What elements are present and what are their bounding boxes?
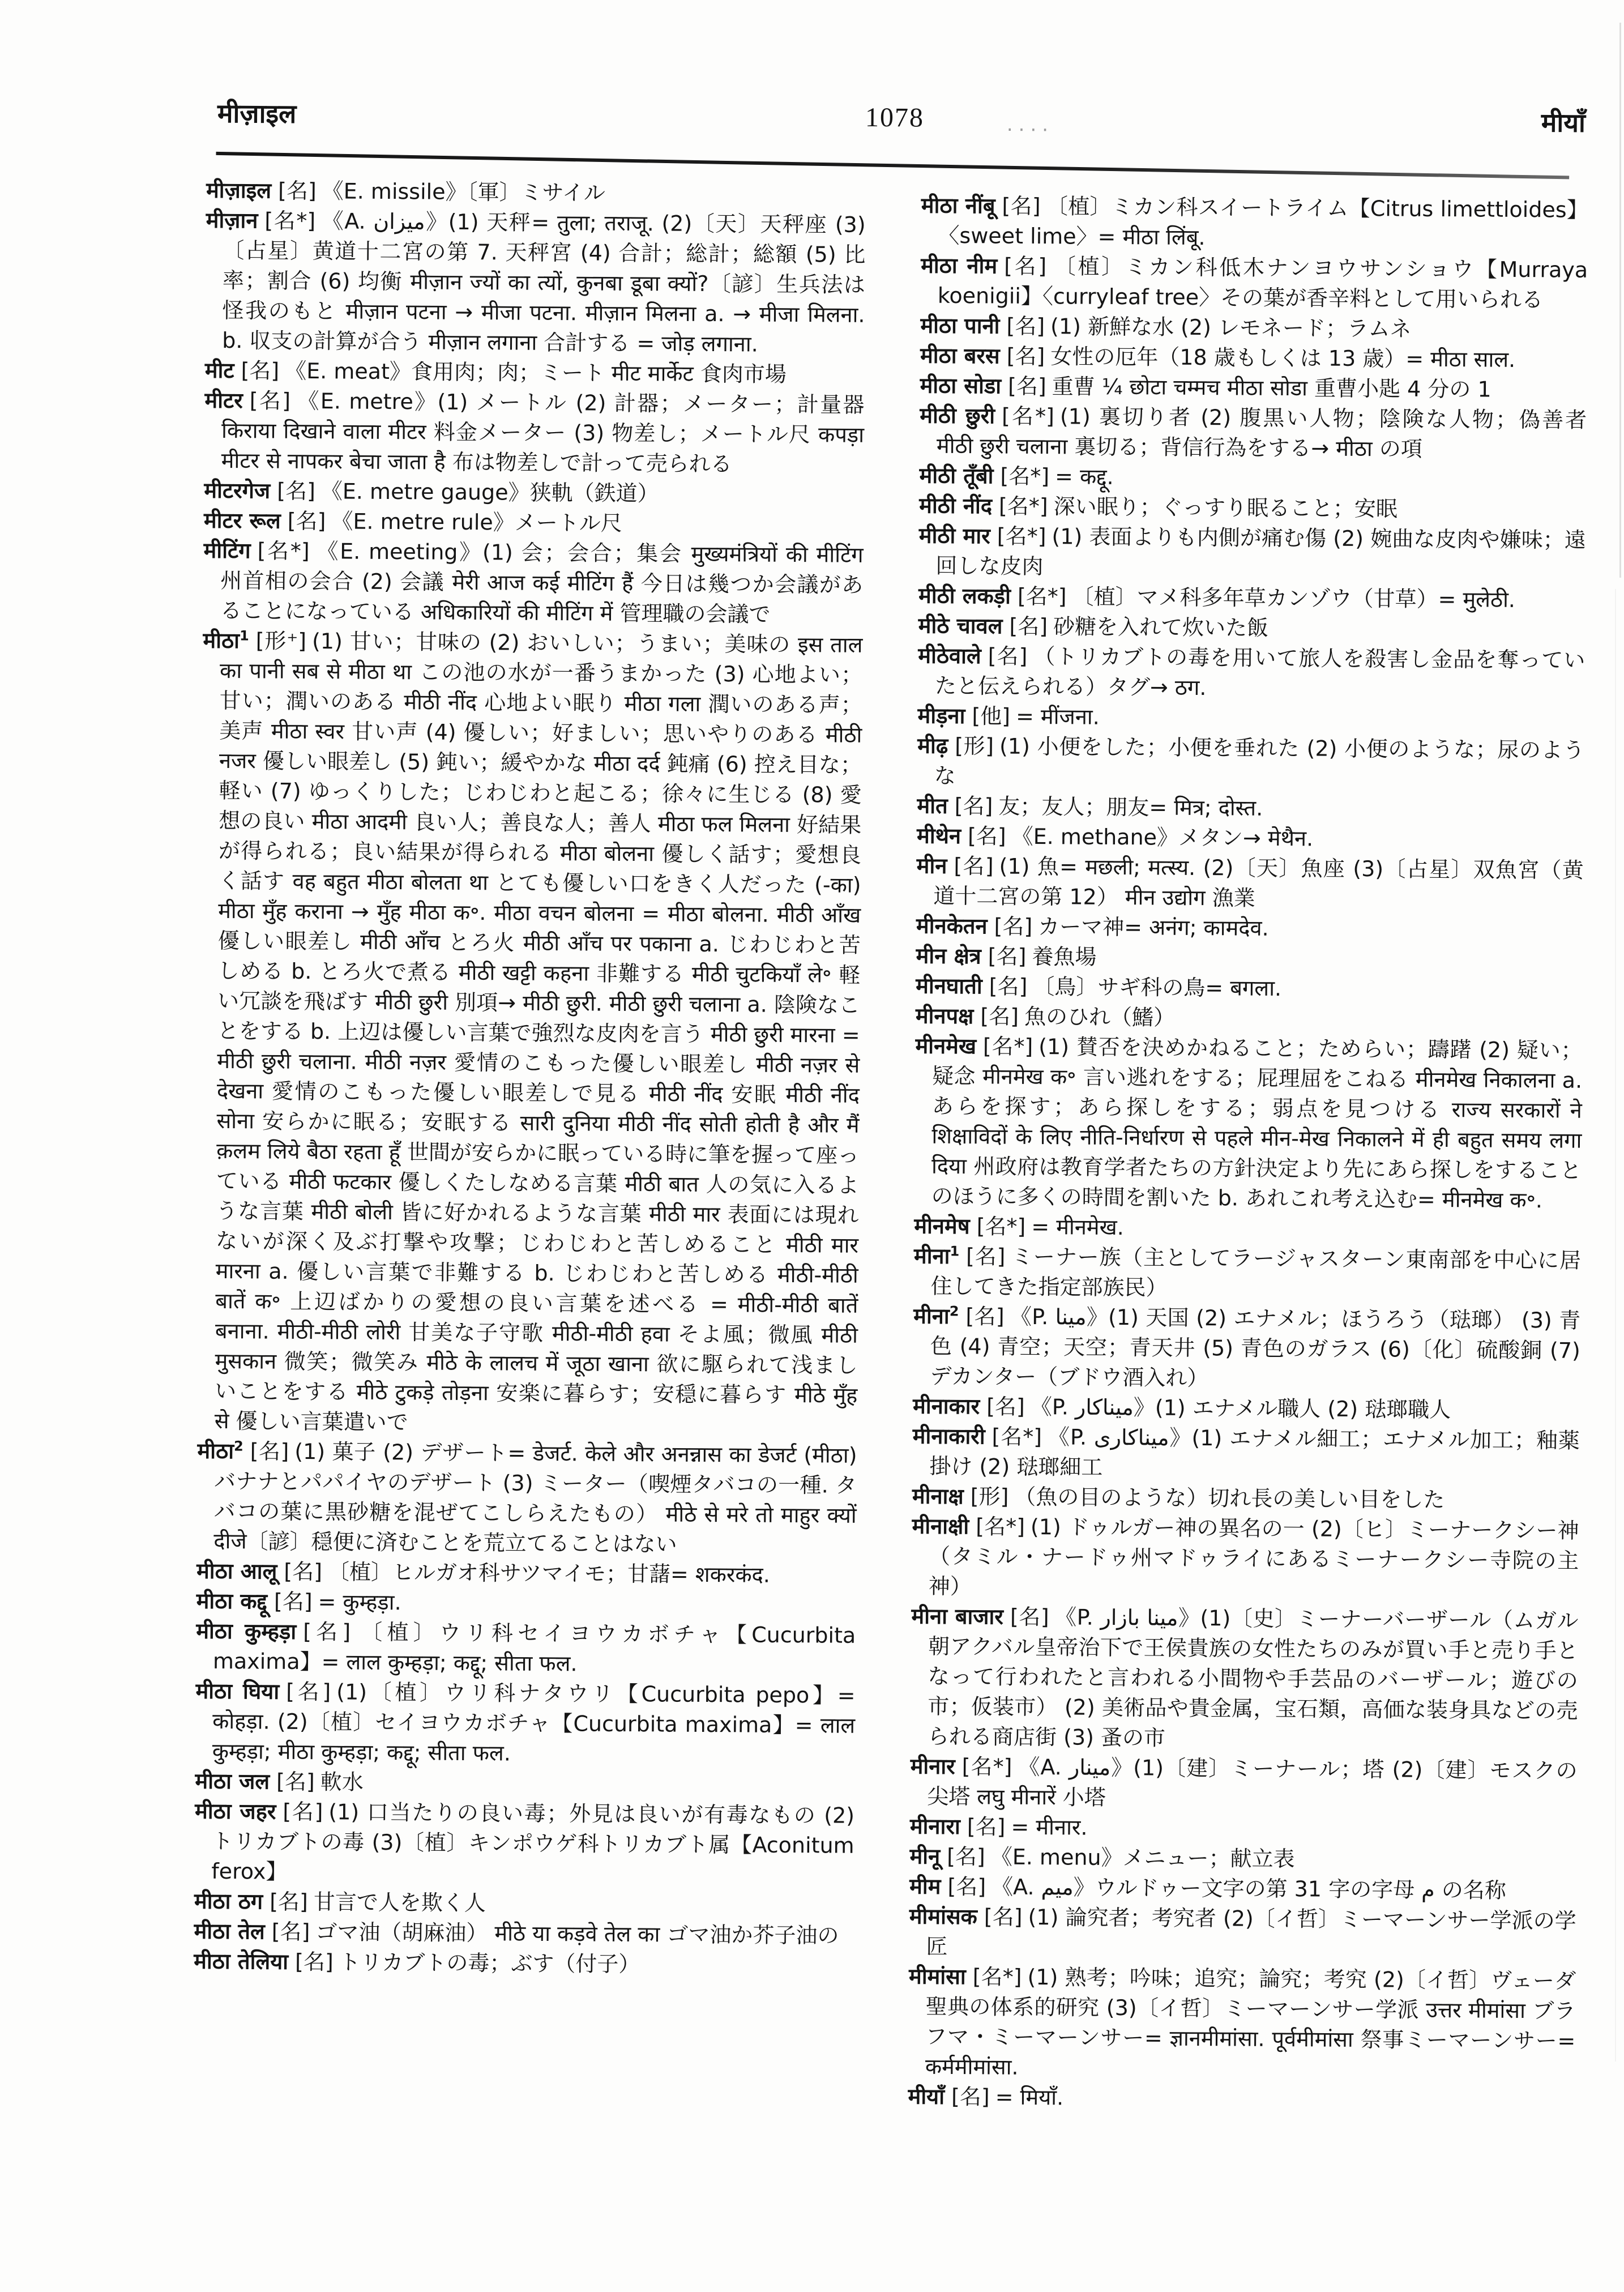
pos-tag: [名] xyxy=(277,478,316,504)
entry-body: (1) 甘い；甘味の (2) おいしい；うまい；美味の इस ताल का पानी सब से मीठा था この池の水が一番うまかった (3) 心地よい；甘い；潤いのある मीठी नींद 心地よい眠り मीठा गला 潤いのある声；美声 मीठा स्वर 甘い声 (4) 優しい；好ましい；思いやりのある मीठी नजर 優しい眼差し (5) 鈍い；緩やかな मीठा दर्द 鈍痛 (6) 控え目な；軽い (7) ゆっくりした；じわじわと起こる；徐々に生じる (8) 愛想の良い मीठा आदमी 良い人；善良な人；善人 मीठा फल मिलना 好結果が得られる；良い結果が得られる मीठा बोलना 優しく話す；愛想良く話す वह बहुत मीठा बोलता था とても優しい口をきく人だった (-का) मीठा मुँह कराना → मुँह मीठा क॰. मीठा वचन बोलना = मीठा बोलना. मीठी आँख 優しい眼差し मीठी आँच とろ火 मीठी आँच पर पकाना a. じわじわと苦しめる b. とろ火で煮る मीठी खट्टी कहना 非難する मीठी चुटकियाँ ले॰ 軽い冗談を飛ばす मीठी छुरी 別項→ मीठी छुरी. मीठी छुरी चलाना a. 陰険なことをする b. 上辺は優しい言葉で強烈な皮肉を言う मीठी छुरी मारना = मीठी छुरी चलाना. मीठी नज़र 愛情のこもった優しい眼差し मीठी नज़र से देखना 愛情のこもった優しい眼差しで見る मीठी नींद 安眠 मीठी नींद सोना 安らかに眠る；安眠する सारी दुनिया मीठी नींद सोती होती है और मैं क़लम लिये बैठा रहता हूँ 世間が安らかに眠っている時に筆を握って座っている मीठी फटकार 優しくたしなめる言葉 मीठी बात 人の気に入るような言葉 मीठी बोली 皆に好かれるような言葉 मीठी मार 表面には現れないが深く及ぶ打撃や攻撃；じわじわと苦しめること मीठी मार मारना a. 優しい言葉で非難する b. じわじわと苦しめる मीठी-मीठी बातें क॰ 上辺ばかりの愛想の良い言葉を述べる = मीठी-मीठी बातें बनाना. मीठी-मीठी लोरी 甘美な子守歌 मीठी-मीठी हवा そよ風；微風 मीठी मुसकान 微笑；微笑み मीठे के लालच में जूठा खाना 欲に駆られて浅ましいことをする मीठे टुकड़े तोड़ना 安楽に暮らす；安穏に暮らす मीठे मुँह से 優しい言葉遣いで xyxy=(214,629,863,1435)
pos-tag: [名*] xyxy=(972,1964,1022,1990)
entry-body: = मींजना. xyxy=(1015,703,1100,729)
dictionary-entry xyxy=(917,821,1584,856)
entry-headword: मीठा जल xyxy=(195,1768,270,1794)
dictionary-entry xyxy=(913,1301,1580,1396)
dictionary-entry xyxy=(917,701,1584,736)
pos-tag: [名] xyxy=(286,1679,331,1705)
entry-body: 〔鳥〕サギ科の鳥= बगला. xyxy=(1033,974,1282,1001)
pos-tag: [名] xyxy=(1009,613,1048,639)
dictionary-entry xyxy=(910,1752,1578,1816)
entry-body: 《E. menu》メニュー；献立表 xyxy=(990,1844,1295,1872)
homonym-number: 2 xyxy=(233,1438,243,1454)
dictionary-entry xyxy=(912,1422,1580,1486)
entry-headword: मीनघाती xyxy=(916,973,982,999)
homonym-number: 2 xyxy=(949,1303,959,1320)
dictionary-entry xyxy=(917,731,1585,796)
dictionary-entry xyxy=(921,191,1588,255)
dictionary-entry xyxy=(916,911,1583,946)
entry-body: 養魚場 xyxy=(1032,944,1097,970)
entry-headword: मीठा कुम्हड़ा xyxy=(196,1618,297,1644)
pos-tag: [名] xyxy=(1006,343,1045,369)
entry-body: (1) 新鮮な水 (2) レモネード；ラムネ xyxy=(1050,314,1412,342)
dictionary-entry xyxy=(204,476,864,510)
pos-tag: [名*] xyxy=(976,1514,1025,1539)
scan-edge-artifact xyxy=(1619,23,1621,578)
pos-tag: [名] xyxy=(277,178,317,204)
entry-body: (1) 賛否を決めかねること；ためらい；躊躇 (2) 疑い；疑念 मीनमेख क॰ 言い逃れをする；屁理屈をこねる मीनमेख निकालना a. あらを探す；あら探しをする；弱点を見つける राज्य सरकारों ने शिक्षाविदों के लिए नीति-निर्धारण से पहले मीन-मेख निकालने में ही बहुत समय लगा दिया 州政府は教育学者たちの方針決定より先にあら探しをすることのほうに多くの時間を割いた b. あれこれ考え込む= मीनमेख क॰. xyxy=(931,1034,1583,1213)
dictionary-entry xyxy=(194,1886,854,1921)
entry-body: 〔植〕ヒルガオ科サツマイモ；甘藷= शकरकंद. xyxy=(327,1559,771,1587)
dictionary-entry xyxy=(912,1482,1579,1516)
entry-body: 〔植〕ミカン科低木ナンヨウサンショウ【Murraya koenigii】〈curryleaf tree〉その葉が香辛料として用いられる xyxy=(937,254,1588,313)
entry-body: トリカブトの毒；ぶす（付子） xyxy=(339,1949,640,1977)
entry-headword: मीटिंग xyxy=(203,537,251,564)
entry-body: 魚のひれ（鰭） xyxy=(1024,1004,1176,1030)
dictionary-entry xyxy=(204,506,864,540)
pos-tag: [名] xyxy=(986,1394,1025,1419)
dictionary-entry xyxy=(196,1436,857,1561)
pos-tag: [名] xyxy=(967,823,1006,849)
entry-headword: मीठा xyxy=(197,1438,234,1464)
pos-tag: [形] xyxy=(970,1484,1009,1509)
entry-body: 軟水 xyxy=(320,1769,364,1795)
entry-headword: मीज़ान xyxy=(206,207,258,233)
page-number: 1078 xyxy=(865,102,925,133)
pos-tag: [名*] xyxy=(992,1424,1042,1450)
pos-tag: [名*] xyxy=(1017,583,1067,609)
pos-tag: [名] xyxy=(988,643,1028,669)
entry-headword: मीठा तेलिया xyxy=(194,1948,289,1974)
pos-tag: [名] xyxy=(947,1873,986,1900)
entry-headword: मीठे चावल xyxy=(918,613,1003,639)
entry-headword: मीठा xyxy=(203,628,240,654)
entry-headword: मीथेन xyxy=(916,823,961,849)
pos-tag: [名] xyxy=(994,914,1033,939)
entry-headword: मीठा कद्दू xyxy=(196,1588,268,1614)
pos-tag: [名] xyxy=(954,853,994,879)
dictionary-entry xyxy=(196,1556,856,1591)
dictionary-entry xyxy=(912,1512,1579,1606)
pos-tag: [名] xyxy=(954,793,993,819)
pos-tag: [名] xyxy=(303,1619,351,1645)
dictionary-entry xyxy=(914,1031,1582,1216)
dictionary-entry xyxy=(920,311,1587,345)
entry-headword: मीनमेख xyxy=(915,1033,977,1059)
entry-body: (1)〔植〕ウリ科ナタウリ【Cucurbita pepo】= कोहड़ा. (2)〔植〕セイヨウカボチャ【Cucurbita maxima】= लाल कुम्हड़ा; मीठा कुम्हड़ा; कद्दू; सीता फल. xyxy=(212,1679,856,1766)
entry-body: 《A. ميزان》(1) 天秤= तुला; तराजू. (2)〔天〕天秤座 (3)〔占星〕黄道十二宮の第 7. 天秤宮 (4) 合計；総計；総額 (5) 比率；割合 (6) 均衡 मीज़ान ज्यों का त्यों, कुनबा डूबा क्यों?〔諺〕生兵法は怪我のもと मीज़ान पटना → मीजा पटना. मीज़ान मिलना a. → मीजा मिलना. b. 収支の計算が合う मीज़ान लगाना 合計する = जोड़ लगाना. xyxy=(222,208,866,357)
dictionary-entry xyxy=(918,521,1586,586)
pos-tag: [名*] xyxy=(976,1214,1026,1239)
dictionary-entry xyxy=(205,356,865,390)
entry-headword: मीठी छुरी xyxy=(920,403,995,429)
entry-headword: मीना xyxy=(913,1303,950,1329)
dictionary-entry xyxy=(195,1766,854,1801)
entry-headword: मीनाक्षी xyxy=(912,1513,969,1539)
dictionary-entry xyxy=(198,626,863,1441)
entry-headword: मीठा बरस xyxy=(920,343,1000,369)
pos-tag: [名] xyxy=(989,974,1028,999)
entry-headword: मीनाकार xyxy=(912,1393,980,1419)
dictionary-entry xyxy=(920,371,1587,406)
entry-body: = मीनार. xyxy=(1011,1814,1088,1840)
dictionary-entry xyxy=(921,251,1588,315)
entry-headword: मीयाँ xyxy=(908,2084,945,2109)
pos-tag: [名] xyxy=(287,508,326,534)
entry-body: = कुम्हड़ा. xyxy=(318,1589,401,1615)
entry-body: 《P. مينا》(1) 天国 (2) エナメル；ほうろう（琺瑯） (3) 青色 (4) 青空；天空；青天井 (5) 青色のガラス (6)〔化〕硫酸銅 (7) デカンター（ブドウ酒入れ） xyxy=(930,1304,1581,1391)
entry-headword: मीठा जहर xyxy=(194,1798,276,1824)
entry-body: (1) 裏切り者 (2) 腹黒い人物；陰険な人物；偽善者 मीठी छुरी चलाना 裏切る；背信行為をする→ मीठा の項 xyxy=(936,404,1587,462)
guide-word-right: मीयाँ xyxy=(1541,107,1586,138)
pos-tag: [名] xyxy=(283,1799,323,1825)
entry-headword: मीठा ठग xyxy=(194,1888,263,1914)
entry-body: (1) 菓子 (2) デザート= डेजर्ट. केले और अनन्नास का डेजर्ट (मीठा) バナナとパパイヤのデザート (3) ミーター（喫煙タバコの一種. タバコの葉に黒砂糖を混ぜてこしらえたもの） मीठे से मरे तो माहुर क्यों दीजे〔諺〕穏便に済むことを荒立てることはない xyxy=(213,1439,857,1557)
entry-headword: मीठा आलू xyxy=(196,1558,277,1584)
entry-headword: मीनपक्ष xyxy=(915,1003,974,1029)
pos-tag: [名] xyxy=(965,1304,1005,1329)
dictionary-entry xyxy=(203,536,864,630)
entry-headword: मीठा घिया xyxy=(195,1678,280,1704)
dictionary-entry xyxy=(908,1961,1576,2086)
dictionary-entry xyxy=(196,1586,856,1621)
scan-speckle: ···· xyxy=(1006,118,1054,142)
entry-headword: मीमांसा xyxy=(908,1964,966,1990)
entry-headword: मीठी मार xyxy=(918,523,990,549)
entry-headword: मीत xyxy=(917,793,948,818)
entry-body: 〔植〕ウリ科セイヨウカボチャ【Cucurbita maxima】= लाल कुम्हड़ा; कद्दू; सीता फल. xyxy=(212,1619,856,1676)
dictionary-entry xyxy=(916,971,1583,1006)
entry-body: (1) 表面よりも内側が痛む傷 (2) 婉曲な皮肉や嫌味；遠回しな皮肉 xyxy=(935,524,1586,579)
entry-body: 《A. ميم》ウルドゥー文字の第 31 字の字母 م の名称 xyxy=(991,1874,1507,1903)
entry-headword: मीठी लकड़ी xyxy=(918,583,1011,609)
entry-body: (1) 論究者；考究者 (2)〔イ哲〕ミーマーンサー学派の学匠 xyxy=(926,1904,1576,1959)
pos-tag: [名*] xyxy=(998,493,1048,519)
dictionary-entry xyxy=(204,386,865,480)
entry-body: 《A. مينار》(1)〔建〕ミーナール；塔 (2)〔建〕モスクの尖塔 लघु मीनारें 小塔 xyxy=(927,1754,1578,1810)
entry-body: 《E. metre rule》メートル尺 xyxy=(331,509,622,536)
dictionary-entry xyxy=(910,1812,1577,1846)
dictionary-entry xyxy=(920,341,1587,375)
pos-tag: [名] xyxy=(271,1919,310,1945)
pos-tag: [形⁺] xyxy=(255,628,307,654)
pos-tag: [名*] xyxy=(264,208,316,234)
dictionary-entry xyxy=(909,1901,1576,1966)
dictionary-entry xyxy=(914,1211,1581,1246)
entry-headword: मीठी नींद xyxy=(919,493,993,519)
entry-body: 《P. ميناكارى》(1) エナメル細工；エナメル加工；釉薬掛け (2) 琺瑯細工 xyxy=(929,1424,1580,1480)
entry-headword: मीट xyxy=(204,357,234,383)
dictionary-entry xyxy=(206,176,866,210)
pos-tag: [名] xyxy=(967,1814,1006,1839)
dictionary-entry xyxy=(908,2081,1575,2116)
entry-headword: मीठी तूँबी xyxy=(919,463,994,489)
dictionary-entry xyxy=(919,461,1586,496)
column-left xyxy=(194,176,866,1981)
pos-tag: [名] xyxy=(273,1589,313,1615)
header-rule xyxy=(216,152,1569,180)
dictionary-entry xyxy=(913,1241,1581,1306)
entry-body: 《E. methane》メタン→ मेथैन. xyxy=(1011,823,1314,851)
dictionary-entry xyxy=(918,641,1585,706)
entry-body: 〔植〕ミカン科スイートライム【Citrus limettloides】〈sweet lime〉= मीठा लिंबू. xyxy=(938,194,1589,250)
dictionary-entry xyxy=(194,1917,853,1951)
entry-body: 《E. metre gauge》狭軌（鉄道） xyxy=(320,479,659,506)
entry-headword: मीटर रूल xyxy=(203,507,281,533)
pos-tag: [名] xyxy=(951,2084,990,2110)
pos-tag: [名] xyxy=(1006,313,1045,339)
entry-headword: मीठा सोडा xyxy=(920,373,1002,399)
pos-tag: [名*] xyxy=(982,1034,1033,1059)
entry-body: ミーナー族（主としてラージャスターン東南部を中心に居住してきた指定部族民） xyxy=(930,1244,1582,1300)
pos-tag: [名*] xyxy=(1000,463,1050,489)
entry-body: カーマ神= अनंग; कामदेव. xyxy=(1038,914,1269,941)
entry-body: (1) 口当たりの良い毒；外見は良いが有毒なもの (2) トリカブトの毒 (3)〔植〕キンポウゲ科トリカブト属【Aconitum ferox】 xyxy=(211,1799,855,1884)
guide-word-left: मीज़ाइल xyxy=(217,97,297,129)
entry-body: = मियाँ. xyxy=(995,2084,1064,2110)
pos-tag: [他] xyxy=(972,703,1011,729)
pos-tag: [名] xyxy=(988,944,1027,969)
entry-body: 深い眠り；ぐっすり眠ること；安眠 xyxy=(1053,494,1398,522)
entry-headword: मीनू xyxy=(909,1843,941,1869)
homonym-number: 1 xyxy=(239,628,249,644)
pos-tag: [名*] xyxy=(961,1754,1012,1779)
entry-headword: मीढ़ xyxy=(917,733,948,758)
dictionary-entry xyxy=(916,1001,1583,1036)
entry-body: = मीनमेख. xyxy=(1031,1214,1124,1240)
entry-headword: मीम xyxy=(909,1873,941,1899)
entry-headword: मीटरगेज xyxy=(204,477,271,503)
pos-tag: [名] xyxy=(984,1904,1023,1930)
pos-tag: [名] xyxy=(294,1949,334,1975)
scan-edge-artifact-faint xyxy=(1615,589,1616,2061)
pos-tag: [名] xyxy=(284,1559,323,1585)
entry-headword: मीठेवाले xyxy=(918,643,981,669)
entry-headword: मीड़ना xyxy=(917,703,965,729)
entry-headword: मीनाकारी xyxy=(912,1423,985,1449)
entry-headword: मीमांसक xyxy=(909,1903,977,1930)
pos-tag: [名*] xyxy=(257,538,310,564)
pos-tag: [名] xyxy=(250,1439,289,1464)
pos-tag: [名] xyxy=(270,1889,308,1915)
dictionary-entry xyxy=(917,791,1584,826)
entry-headword: मीटर xyxy=(204,387,243,413)
dictionary-entry xyxy=(194,1796,854,1891)
pos-tag: [名] xyxy=(276,1769,315,1795)
entry-body: 友；友人；朋友= मित्र; दोस्त. xyxy=(998,793,1263,821)
entry-body: (1) ドゥルガー神の異名の一 (2)〔ヒ〕ミーナークシー神（タミル・ナードゥ州マドゥライにあるミーナークシー寺院の主神） xyxy=(928,1514,1579,1599)
entry-headword: मीन xyxy=(916,853,947,878)
pos-tag: [形] xyxy=(955,733,994,759)
entry-headword: मीनाक्ष xyxy=(912,1483,964,1509)
entry-body: 砂糖を入れて炊いた飯 xyxy=(1053,614,1269,641)
pos-tag: [名] xyxy=(241,358,280,383)
pos-tag: [名*] xyxy=(1001,403,1055,429)
entry-body: 甘言で人を欺く人 xyxy=(313,1889,486,1916)
entry-body: （トリカブトの毒を用いて旅人を殺害し金品を奪っていたと伝えられる）タグ→ ठग. xyxy=(934,643,1585,701)
entry-body: (1) 魚= मछली; मत्स्य. (2)〔天〕魚座 (3)〔占星〕双魚宮（黄道十二宮の第 12） मीन उद्योग 漁業 xyxy=(933,853,1584,911)
dictionary-entry xyxy=(194,1947,853,1981)
dictionary-entry xyxy=(916,941,1583,976)
pos-tag: [名] xyxy=(947,1843,986,1870)
entry-headword: मीन क्षेत्र xyxy=(916,943,981,969)
entry-body: 《P. مينا بازار》(1)〔史〕ミーナーバーザール（ムガル朝アクバル皇帝治下で王侯貴族の女性たちのみが買い手と売り手となって行われたと言われる小間物や手芸品のバーザール；遊びの市；仮装市） (2) 美術品や貴金属，宝石類，高価な装身具などの売られる商店街 (3) 蚤の市 xyxy=(927,1604,1579,1751)
entry-body: 女性の厄年（18 歳もしくは 13 歳）= मीठा साल. xyxy=(1050,344,1516,372)
entry-headword: मीनमेष xyxy=(914,1213,970,1239)
pos-tag: [名] xyxy=(1007,373,1046,399)
entry-body: （魚の目のような）切れ長の美しい目をした xyxy=(1014,1484,1445,1513)
entry-headword: मीनार xyxy=(910,1753,955,1779)
entry-body: 《E. meeting》(1) 会；会合；集会 मुख्यमंत्रियों की मीटिंग 州首相の会合 (2) 会議 मेरी आज कई मीटिंग हैं 今日は幾つか会議があることになっている अधिकारियों की मीटिंग में 管理職の会議で xyxy=(220,539,864,627)
entry-body: ゴマ油（胡麻油） मीठे या कड़वे तेल का ゴマ油か芥子油の xyxy=(315,1919,839,1948)
entry-body: 〔植〕マメ科多年草カンゾウ（甘草）= मुलेठी. xyxy=(1072,584,1516,612)
entry-headword: मीठा नींबू xyxy=(921,193,995,219)
dictionary-entry xyxy=(911,1602,1579,1756)
dictionary-entry xyxy=(916,851,1584,916)
entry-headword: मीठा तेल xyxy=(194,1918,265,1944)
dictionary-entry xyxy=(913,1392,1580,1426)
entry-headword: मीज़ाइल xyxy=(206,177,272,203)
entry-body: = कद्दू. xyxy=(1054,464,1114,489)
entry-body: 重曹 ¼ छोटा चम्मच मीठा सोडा 重曹小匙 4 分の 1 xyxy=(1052,374,1491,402)
pos-tag: [名*] xyxy=(997,523,1046,549)
dictionary-entry xyxy=(920,401,1587,466)
dictionary-entry xyxy=(205,206,866,360)
entry-body: 《E. metre》(1) メートル (2) 計器；メーター；計量器 किराया दिखाने वाला मीटर 料金メーター (3) 物差し；メートル尺 कपड़ा मीटर से नापकर बेचा जाता है 布は物差しで計って売られる xyxy=(221,388,865,477)
entry-body: 《P. ميناكار》(1) エナメル職人 (2) 琺瑯職人 xyxy=(1030,1394,1451,1423)
pos-tag: [名] xyxy=(1010,1604,1049,1630)
pos-tag: [名] xyxy=(980,1004,1019,1029)
dictionary-entry xyxy=(195,1676,856,1771)
pos-tag: [名] xyxy=(249,388,291,413)
entry-body: 《E. meat》食用肉；肉；ミート मीट मार्केट 食肉市場 xyxy=(285,358,787,387)
entry-body: 《E. missile》〔軍〕ミサイル xyxy=(322,178,606,206)
pos-tag: [名] xyxy=(1004,253,1047,279)
dictionary-entry xyxy=(196,1616,856,1681)
pos-tag: [名] xyxy=(1002,193,1041,219)
dictionary-entry xyxy=(909,1871,1576,1906)
entry-headword: मीना बाजार xyxy=(911,1603,1004,1629)
column-right xyxy=(908,191,1588,2116)
dictionary-entry xyxy=(909,1841,1576,1876)
entry-body: (1) 小便をした；小便を垂れた (2) 小便のような；尿のような xyxy=(934,733,1585,789)
homonym-number: 1 xyxy=(950,1243,960,1260)
dictionary-entry xyxy=(918,611,1585,646)
entry-body: (1) 熟考；吟味；追究；論究；考究 (2)〔イ哲〕ヴェーダ聖典の体系的研究 (3)〔イ哲〕ミーマーンサー学派 उत्तर मीमांसा ブラフマ・ミーマーンサー= ज्ञानमीमांसा. पूर्वमीमांसा 祭事ミーマーンサー= कर्ममीमांसा. xyxy=(925,1964,1576,2080)
dictionary-entry xyxy=(919,491,1586,526)
entry-headword: मीठा नीम xyxy=(921,253,998,279)
entry-headword: मीना xyxy=(913,1243,950,1269)
entry-headword: मीनकेतन xyxy=(916,913,988,939)
pos-tag: [名] xyxy=(965,1244,1006,1269)
entry-headword: मीठा पानी xyxy=(920,313,1000,339)
dictionary-entry xyxy=(918,581,1585,616)
entry-headword: मीनारा xyxy=(909,1813,960,1839)
